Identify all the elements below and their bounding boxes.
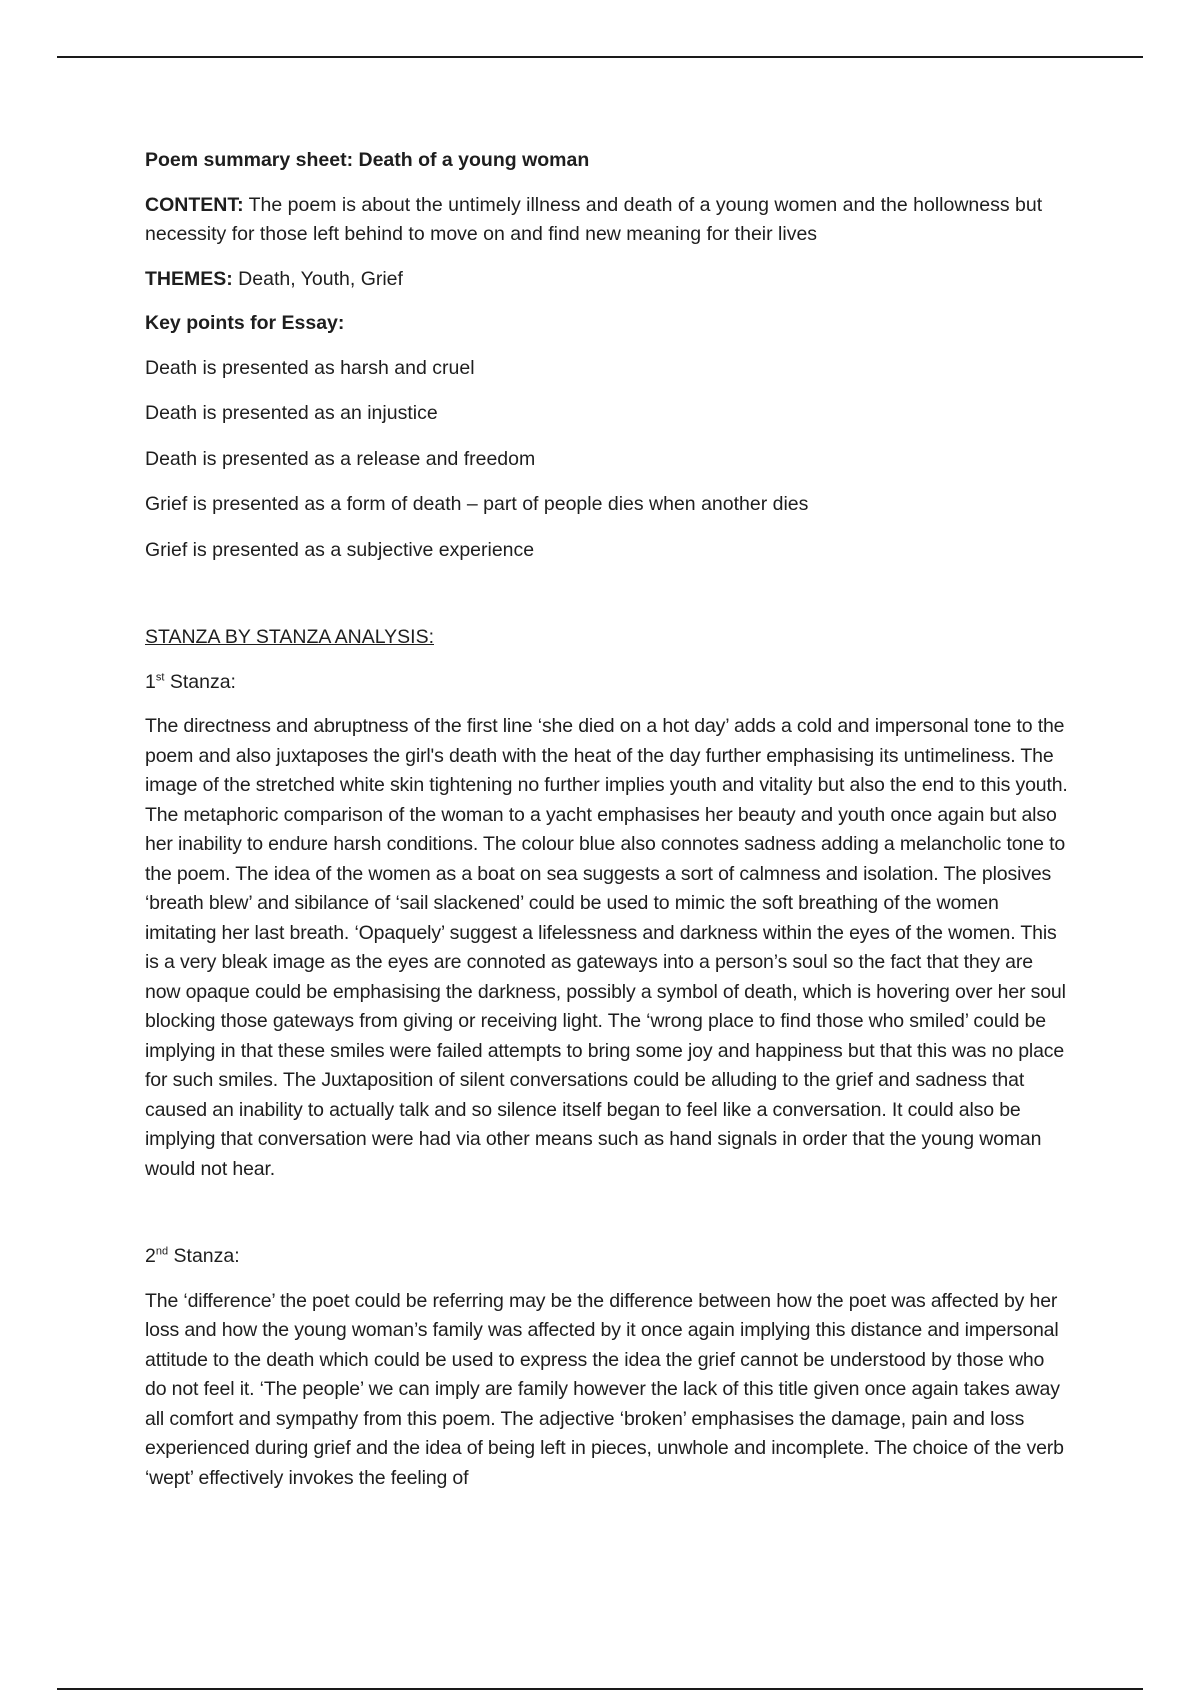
key-point-item: Death is presented as a release and freedom (145, 447, 536, 470)
stanza-1-heading (145, 668, 1070, 698)
document-page (145, 146, 1070, 1493)
stanza-2-heading (145, 1242, 1070, 1272)
key-point-item: Death is presented as harsh and cruel (145, 356, 475, 379)
key-point-item: Grief is presented as a form of death – part of people dies when another dies (145, 493, 809, 515)
stanza-label: Stanza: (168, 1245, 240, 1267)
key-point-item: Death is presented as an injustice (145, 402, 438, 424)
stanza-number: 2 (145, 1245, 156, 1267)
key-points-heading: Key points for Essay: (145, 312, 345, 334)
themes-text: Death, Youth, Grief (232, 267, 403, 290)
content-label: CONTENT: (145, 193, 244, 216)
stanza-ordinal-suffix: nd (155, 1245, 169, 1258)
themes-paragraph (145, 265, 1070, 295)
content-text: The poem is about the untimely illness and death of a young women and the hollowness but necessity for those left behind to move on and find new meaning for their lives (145, 193, 1043, 245)
top-horizontal-rule (57, 56, 1143, 58)
themes-label: THEMES: (145, 267, 233, 290)
key-point-item: Grief is presented as a subjective experience (145, 538, 535, 561)
content-paragraph (145, 191, 1070, 250)
stanza-label: Stanza: (164, 670, 236, 693)
bottom-horizontal-rule (57, 1688, 1143, 1690)
stanza-1-analysis: The directness and abruptness of the first line ‘she died on a hot day’ adds a cold and impersonal tone to the poem and also juxtaposes the girl's death with the heat of the day further emphasising its untimeliness. The image of the stretched white skin tightening no further implies youth and vitality but also the end to this youth. The metaphoric comparison of the woman to a yacht emphasises her beauty and youth once again but also her inability to endure harsh conditions. The colour blue also connotes sadness adding a melancholic tone to the poem. The idea of the women as a boat on sea suggests a sort of calmness and isolation. The plosives ‘breath blew’ and sibilance of ‘sail slackened’ could be used to mimic the soft breathing of the women imitating her last breath. ‘Opaquely’ suggest a lifelessness and darkness within the eyes of the women. This is a very bleak image as the eyes are connoted as gateways into a person’s soul so the fact that they are now opaque could be emphasising the darkness, possibly a symbol of death, which is hovering over her soul blocking those gateways from giving or receiving light. The ‘wrong place to find those who smiled’ could be implying in that these smiles were failed attempts to bring some joy and happiness but that this was no place for such smiles. The Juxtaposition of silent conversations could be alluding to the grief and sadness that caused an inability to actually talk and so silence itself began to feel like a conversation. It could also be implying that conversation were had via other means such as hand signals in order that the young woman would not hear. (145, 715, 1068, 1180)
stanza-number: 1 (145, 670, 156, 693)
stanza-2-analysis: The ‘difference’ the poet could be referring may be the difference between how the poet was affected by her loss and how the young woman’s family was affected by it once again implying this distance and impersonal attitude to the death which could be used to express the idea the grief cannot be understood by those who do not feel it. ‘The people’ we can imply are family however the lack of this title given once again takes away all comfort and sympathy from this poem. The adjective ‘broken’ emphasises the damage, pain and loss experienced during grief and the idea of being left in pieces, unwhole and incomplete. The choice of the verb ‘wept’ effectively invokes the feeling of (145, 1289, 1064, 1489)
stanza-ordinal-suffix: st (155, 671, 165, 683)
analysis-heading: STANZA BY STANZA ANALYSIS: (145, 626, 434, 648)
document-title: Poem summary sheet: Death of a young woman (145, 149, 590, 171)
